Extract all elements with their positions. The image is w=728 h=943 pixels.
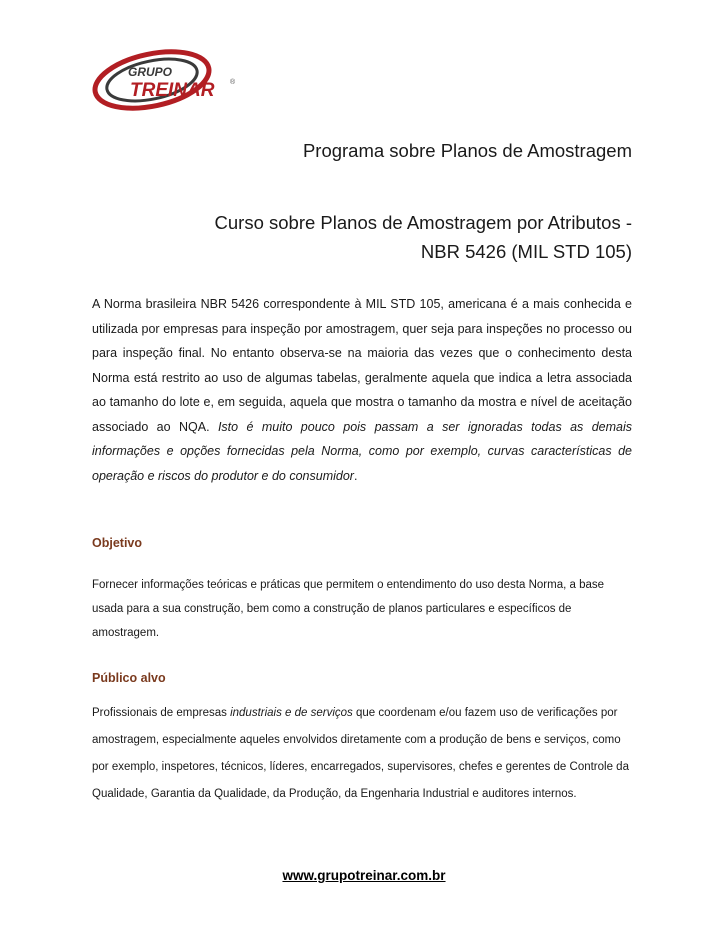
publico-text-before: Profissionais de empresas (92, 707, 227, 719)
grupo-treinar-logo (90, 40, 240, 120)
publico-alvo-text (92, 700, 632, 808)
website-link[interactable]: www.grupotreinar.com.br (282, 868, 446, 883)
course-title (150, 208, 632, 266)
objetivo-text: Fornecer informações teóricas e práticas que permitem o entendimento do uso desta Norma, a base usada para a sua construção, bem como a construção de planos particulares e específicos de amostragem. (92, 579, 605, 639)
intro-italic-text: Isto é muito pouco pois passam a ser ignoradas todas as demais informações e opções fornecidas pela Norma, como por exemplo, curvas características de operação e riscos do produtor e do consumidor (92, 419, 632, 483)
course-title-line1: Curso sobre Planos de Amostragem por Atributos - (214, 212, 632, 233)
logo-registered: ® (230, 79, 236, 86)
course-title-line2: NBR 5426 (MIL STD 105) (420, 241, 632, 262)
logo-line1: GRUPO (128, 65, 173, 79)
program-title: Programa sobre Planos de Amostragem (302, 140, 632, 161)
intro-end: . (353, 468, 358, 483)
logo-line2: TREINAR (130, 80, 215, 101)
objetivo-heading: Objetivo (92, 536, 143, 550)
publico-text-after: que coordenam e/ou fazem uso de verificações por amostragem, especialmente aqueles envolvidos diretamente com a produção de bens e serviços, como por exemplo, inspetores, técnicos, líderes, encarregados, supervisores, chefes e gerentes de Controle da Qualidade, Garantia da Qualidade, da Produção, da Engenharia Industrial e auditores internos. (92, 707, 629, 800)
intro-paragraph (92, 292, 632, 488)
intro-text: A Norma brasileira NBR 5426 correspondente à MIL STD 105, americana é a mais conhecida e utilizada por empresas para inspeção por amostragem, quer seja para inspeções no processo ou para inspeção final. No entanto observa-se na maioria das vezes que o conhecimento desta Norma está restrito ao uso de algumas tabelas, geralmente aquela que indica a letra associada ao tamanho do lote e, em seguida, aquela que mostra o tamanho da mostra e nível de aceitação associado ao NQA. (92, 297, 632, 434)
publico-text-italic: industriais e de serviços (230, 707, 353, 719)
publico-alvo-heading: Público alvo (92, 671, 166, 685)
footer (0, 868, 728, 883)
